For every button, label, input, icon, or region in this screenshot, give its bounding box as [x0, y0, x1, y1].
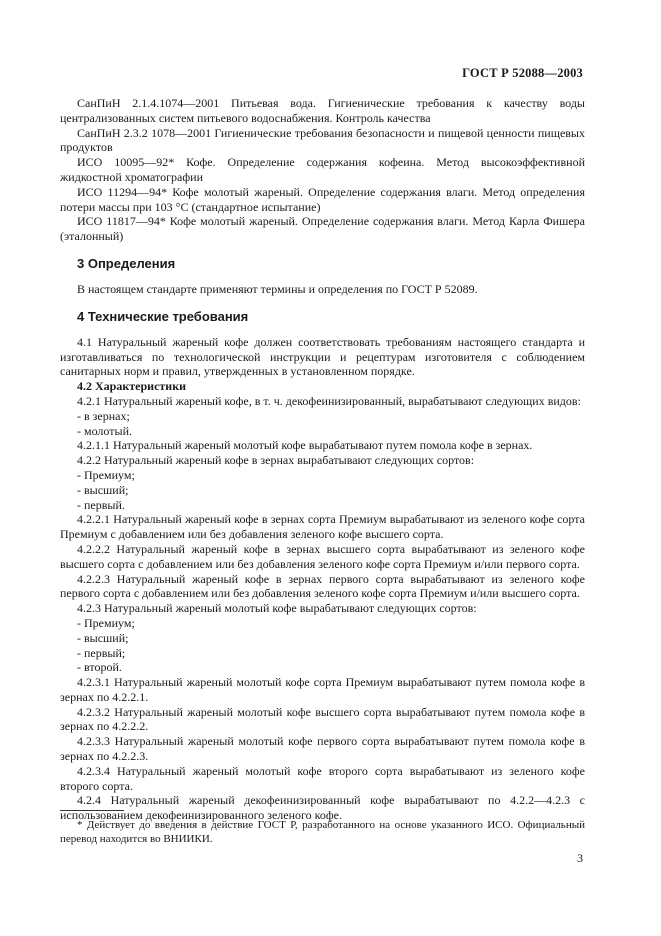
clause-4-2-1-1: 4.2.1.1 Натуральный жареный молотый кофе вырабатывают путем помола кофе в зернах. [77, 438, 533, 453]
reference-sanpin-1: СанПиН 2.1.4.1074—2001 Питьевая вода. Гигиенические требования к качеству воды централизованных систем питьевого водоснабжения. Контроль качества [60, 96, 585, 125]
list-item: - высший; [77, 482, 129, 497]
clause-4-2-4: 4.2.4 Натуральный жареный декофеинизированный кофе вырабатывают по 4.2.2—4.2.3 с использованием декофеинизированного зеленого кофе. [60, 793, 585, 823]
clause-4-2-2: 4.2.2 Натуральный жареный кофе в зернах вырабатывают следующих сортов: [77, 453, 475, 468]
list-item: - молотый. [77, 423, 132, 438]
clause-4-2-2-1: 4.2.2.1 Натуральный жареный кофе в зернах сорта Премиум вырабатывают из зеленого кофе сорта Премиум с добавлением или без добавления зеленого кофе высшего сорта. [60, 512, 585, 542]
clause-4-2-3-3: 4.2.3.3 Натуральный жареный молотый кофе первого сорта вырабатывают путем помола кофе в зернах по 4.2.2.3. [60, 734, 585, 764]
reference-sanpin-2: СанПиН 2.3.2 1078—2001 Гигиенические требования безопасности и пищевой ценности пищевых продуктов [60, 125, 585, 155]
reference-iso-11294: ИСО 11294—94* Кофе молотый жареный. Определение содержания влаги. Метод определения потери массы при 103 °С (стандартное испытание) [60, 184, 585, 214]
list-item: - Премиум; [77, 615, 135, 630]
list-item: - Премиум; [77, 467, 135, 482]
list-item: - высший; [77, 630, 129, 645]
list-item: - второй. [77, 660, 122, 675]
clause-4-1: 4.1 Натуральный жареный кофе должен соответствовать требованиям настоящего стандарта и изготавливаться по технологической инструкции и рецептурам изготовителя с соблюдением санитарных норм и правил, утвержденных в установленном порядке. [60, 334, 585, 379]
reference-iso-11817: ИСО 11817—94* Кофе молотый жареный. Определение содержания влаги. Метод Карла Фишера (эталонный) [60, 214, 585, 244]
list-item: - первый; [77, 645, 126, 660]
clause-4-2-1: 4.2.1 Натуральный жареный кофе, в т. ч. декофеинизированный, вырабатывают следующих видов: [77, 393, 581, 408]
clause-4-2-2-3: 4.2.2.3 Натуральный жареный кофе в зернах первого сорта вырабатывают из зеленого кофе первого сорта с добавлением или без добавления зеленого кофе сорта Премиум и/или высшего сорта. [60, 571, 585, 601]
list-item: - в зернах; [77, 408, 130, 423]
page-number: 3 [577, 851, 583, 865]
clause-4-2-3: 4.2.3 Натуральный жареный молотый кофе вырабатывают следующих сортов: [77, 601, 477, 616]
clause-4-2-3-4: 4.2.3.4 Натуральный жареный молотый кофе второго сорта вырабатывают из зеленого кофе второго сорта. [60, 763, 585, 793]
clause-4-2-3-2: 4.2.3.2 Натуральный жареный молотый кофе высшего сорта вырабатывают путем помола кофе в зернах по 4.2.2.2. [60, 704, 585, 734]
reference-iso-10095: ИСО 10095—92* Кофе. Определение содержания кофеина. Метод высокоэффективной жидкостной хроматографии [60, 155, 585, 184]
clause-4-2-heading: 4.2 Характеристики [77, 379, 187, 394]
section-3-heading: 3 Определения [77, 255, 176, 271]
page-content [60, 96, 585, 823]
footnote-divider [60, 810, 124, 811]
list-item: - первый. [77, 497, 125, 512]
footnote: * Действует до введения в действие ГОСТ Р, разработанного на основе указанного ИСО. Официальный перевод находится во ВНИИКИ. [60, 819, 585, 845]
section-4-heading: 4 Технические требования [77, 308, 249, 324]
document-code: ГОСТ Р 52088—2003 [462, 66, 583, 80]
clause-4-2-2-2: 4.2.2.2 Натуральный жареный кофе в зернах высшего сорта вырабатывают из зеленого кофе высшего сорта с добавлением или без добавления зеленого кофе сорта Премиум и/или первого сорта. [60, 541, 585, 571]
section-3-text: В настоящем стандарте применяют термины и определения по ГОСТ Р 52089. [77, 281, 478, 296]
clause-4-2-3-1: 4.2.3.1 Натуральный жареный молотый кофе сорта Премиум вырабатывают путем помола кофе в зернах по 4.2.2.1. [60, 675, 585, 704]
